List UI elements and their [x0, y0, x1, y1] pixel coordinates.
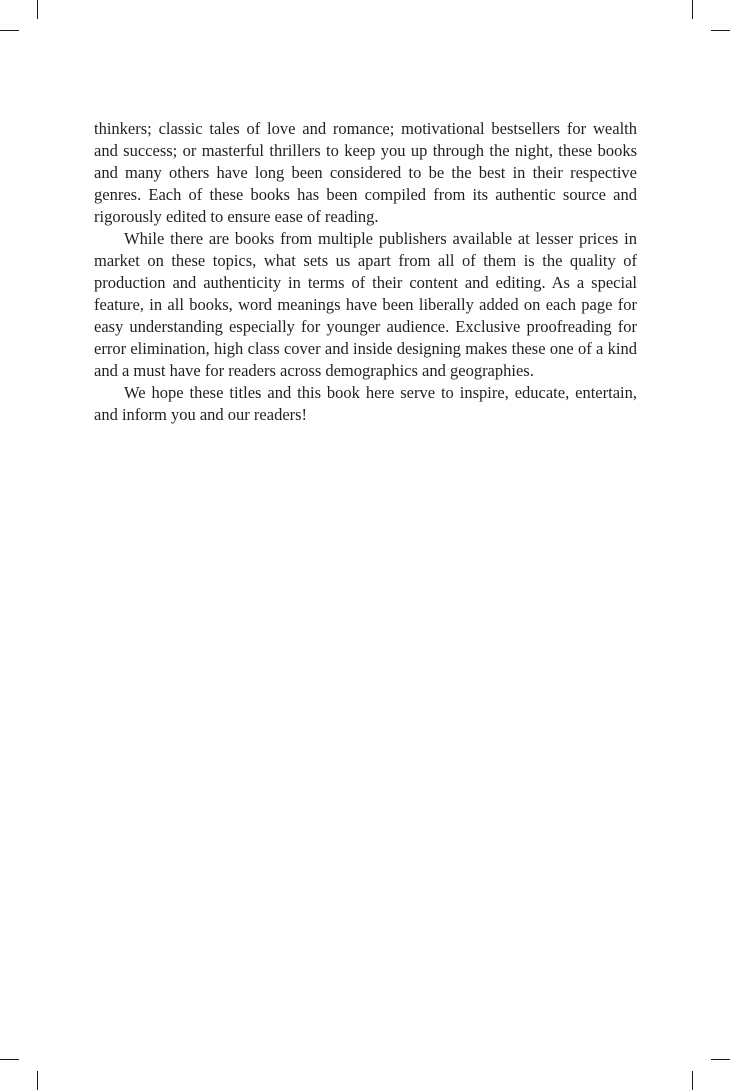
paragraph-closing-hope: We hope these titles and this book here serve to inspire, educate, entertain, and inform you and our readers! [94, 383, 637, 424]
crop-mark-top-right-horizontal [711, 30, 730, 31]
crop-mark-bottom-right-horizontal [711, 1059, 730, 1060]
text-block [94, 118, 637, 426]
crop-mark-top-right-vertical [692, 0, 693, 19]
crop-mark-bottom-right-vertical [692, 1071, 693, 1090]
crop-mark-top-left-vertical [37, 0, 38, 19]
crop-mark-bottom-left-horizontal [0, 1059, 19, 1060]
crop-mark-bottom-left-vertical [37, 1071, 38, 1090]
paragraph-quality-statement: While there are books from multiple publishers available at lesser prices in market on these topics, what sets us apart from all of them is the quality of production and authenticity in terms of their content and editing. As a special feature, in all books, word meanings have been liberally added on each page for easy understanding especially for younger audience. Exclusive proofreading for error elimination, high class cover and inside designing makes these one of a kind and a must have for readers across demographics and geographies. [94, 229, 637, 380]
crop-mark-top-left-horizontal [0, 30, 19, 31]
paragraph-continuation: thinkers; classic tales of love and romance; motivational bestsellers for wealth and success; or masterful thrillers to keep you up through the night, these books and many others have long been considered to be the best in their respective genres. Each of these books has been compiled from its authentic source and rigorously edited to ensure ease of reading. [94, 119, 637, 226]
